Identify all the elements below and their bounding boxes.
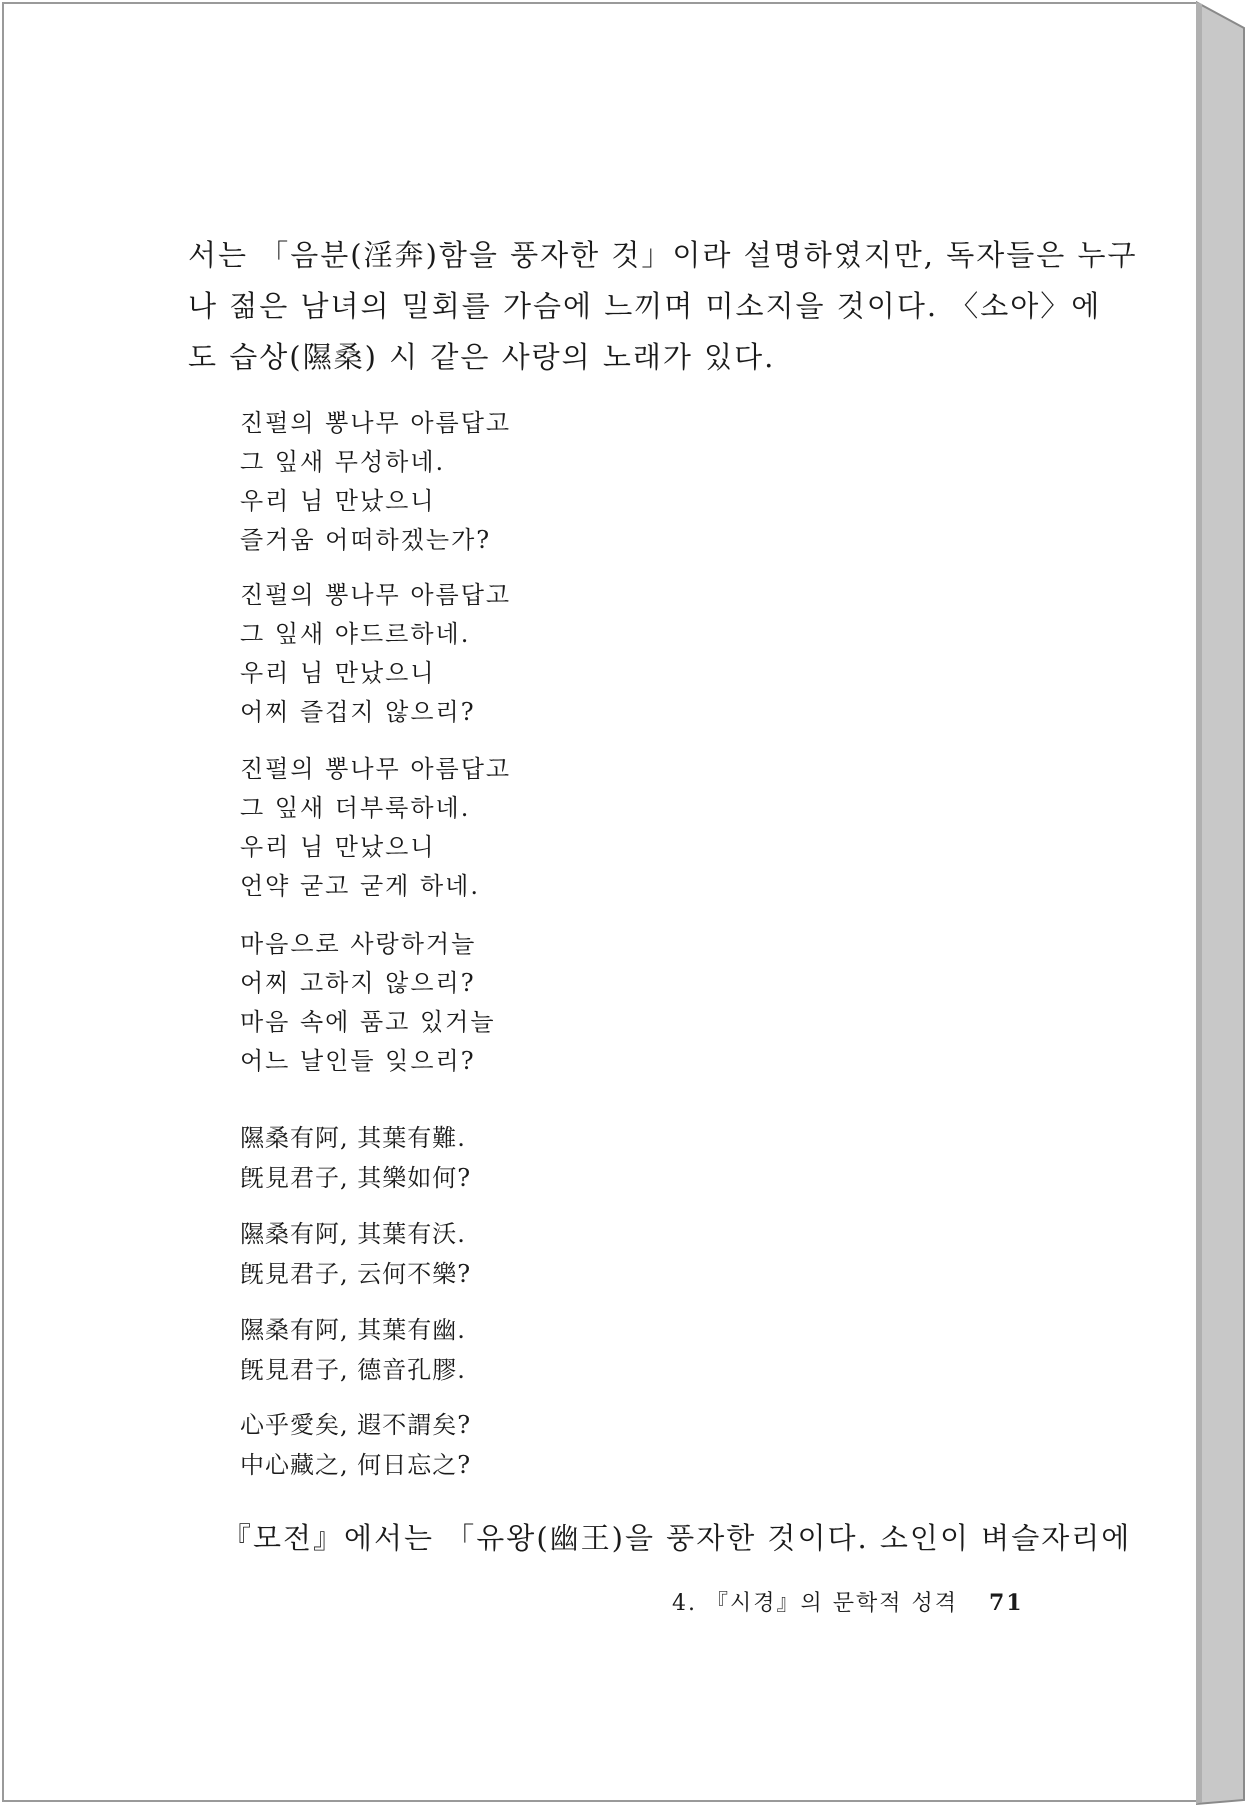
footer-section-title: 4. 『시경』의 문학적 성격 [672, 1591, 958, 1616]
poem-line: 그 잎새 무성하네. [240, 448, 446, 476]
poem-line: 隰桑有阿, 其葉有沃. [240, 1220, 466, 1248]
poem-line: 진펄의 뽕나무 아름답고 [240, 755, 512, 783]
poem-line: 그 잎새 더부룩하네. [240, 794, 471, 822]
chinese-stanza-3 [240, 1310, 466, 1390]
poem-line: 心乎愛矣, 遐不謂矣? [240, 1411, 472, 1439]
poem-line: 旣見君子, 云何不樂? [240, 1260, 472, 1288]
poem-line: 어느 날인들 잊으리? [240, 1047, 476, 1075]
poem-line: 어찌 즐겁지 않으리? [240, 698, 476, 726]
poem-line: 우리 님 만났으니 [240, 833, 436, 861]
poem-line: 中心藏之, 何日忘之? [240, 1451, 472, 1479]
paragraph-line: 도 습상(隰桑) 시 같은 사랑의 노래가 있다. [188, 340, 776, 374]
korean-stanza-2 [240, 576, 511, 732]
poem-line: 마음으로 사랑하거늘 [240, 930, 477, 958]
chinese-stanza-1 [240, 1118, 471, 1198]
poem-line: 隰桑有阿, 其葉有難. [240, 1124, 466, 1152]
book-page [2, 2, 1198, 1802]
poem-line: 隰桑有阿, 其葉有幽. [240, 1316, 466, 1344]
paragraph-line: 나 젊은 남녀의 밀회를 가슴에 느끼며 미소지을 것이다. 〈소아〉에 [188, 289, 1102, 323]
poem-line: 진펄의 뽕나무 아름답고 [240, 581, 512, 609]
poem-line: 旣見君子, 其樂如何? [240, 1164, 472, 1192]
poem-line: 旣見君子, 德音孔膠. [240, 1356, 466, 1384]
page-footer [672, 1586, 1024, 1617]
poem-line: 우리 님 만났으니 [240, 659, 436, 687]
paragraph-top [188, 230, 1138, 383]
paragraph-line: 서는 「음분(淫奔)함을 풍자한 것」이라 설명하였지만, 독자들은 누구 [188, 238, 1138, 272]
chinese-stanza-4 [240, 1405, 471, 1485]
page-number: 71 [989, 1590, 1024, 1616]
korean-stanza-1 [240, 404, 511, 560]
poem-line: 마음 속에 품고 있거늘 [240, 1008, 496, 1036]
poem-line: 즐거움 어떠하겠는가? [240, 526, 492, 554]
poem-line: 그 잎새 야드르하네. [240, 620, 471, 648]
korean-stanza-3 [240, 750, 511, 906]
paragraph-bottom: 『모전』에서는 「유왕(幽王)을 풍자한 것이다. 소인이 벼슬자리에 [222, 1521, 1132, 1555]
poem-line: 우리 님 만났으니 [240, 487, 436, 515]
korean-stanza-4 [240, 925, 496, 1081]
poem-line: 진펄의 뽕나무 아름답고 [240, 409, 512, 437]
poem-line: 언약 굳고 굳게 하네. [240, 872, 480, 900]
poem-line: 어찌 고하지 않으리? [240, 969, 476, 997]
page-edge-shading [1196, 0, 1260, 1806]
chinese-stanza-2 [240, 1214, 471, 1294]
